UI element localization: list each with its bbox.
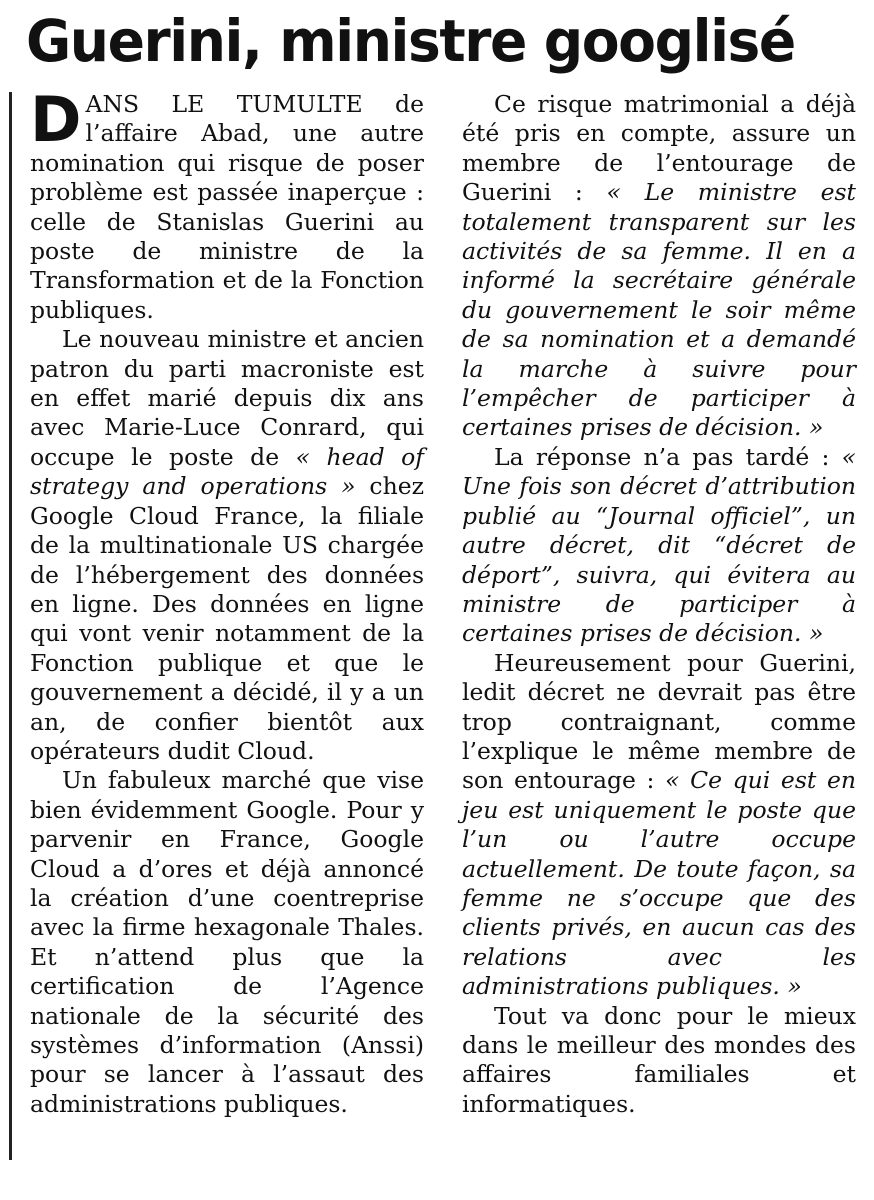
paragraph xyxy=(30,325,424,766)
column-rule xyxy=(9,92,12,1160)
paragraph-text: Le nouveau ministre et ancien patron du parti macroniste est en effet marié depuis dix ans avec Marie-Luce Conrard, qui occupe le poste de xyxy=(30,325,424,471)
paragraph-text: Tout va donc pour le mieux dans le meilleur des mondes des affaires familiales et informatiques. xyxy=(462,1001,856,1118)
paragraph-text: Ce risque matrimonial a déjà été pris en compte, assure un membre de l’entourage de Guerini : xyxy=(462,90,856,207)
paragraph-text: La réponse n’a pas tardé : xyxy=(494,442,842,471)
quote: « Une fois son décret d’attribution publié au “Journal officiel”, un autre décret, dit “décret de déport”, suivra, qui évitera au ministre de participer à certaines prises de décision. » xyxy=(462,442,856,648)
quote: « Le ministre est totalement transparent sur les activités de sa femme. Il en a informé la secrétaire générale du gouvernement le soir même de sa nomination et a demandé la marche à suivre pour l’empêcher de participer à certaines prises de décision. » xyxy=(462,178,857,442)
article-headline: Guerini, ministre googlisé xyxy=(26,7,795,75)
paragraph-text: Heureusement pour Guerini, ledit décret ne devrait pas être trop contraignant, comme l’explique le même membre de son entourage : xyxy=(462,648,856,795)
paragraph-text: Un fabuleux marché que vise bien évidemment Google. Pour y parvenir en France, Google Cloud a d’ores et déjà annoncé la création d’une coentreprise avec la firme hexagonale Thales. Et n’attend plus que la certification de l’Agence nationale de la sécurité des systèmes d’information (Anssi) pour se lancer à l’assaut des administrations publiques. xyxy=(30,766,424,1118)
paragraph xyxy=(462,443,856,649)
quote: « Ce qui est en jeu est uniquement le poste que l’un ou l’autre occupe actuellement. De toute façon, sa femme ne s’occupe que des clients privés, en aucun cas des relations avec les administrations publiques. » xyxy=(462,766,856,1001)
paragraph-text: ANS LE TUMULTE de l’affaire Abad, une autre nomination qui risque de poser problème est passée inaperçue : celle de Stanislas Guerini au poste de ministre de la Transformation et de la Fonction publiques. xyxy=(30,90,424,324)
paragraph-text: chez Google Cloud France, la filiale de la multinationale US chargée de l’hébergement des données en ligne. Des données en ligne qui vont venir notamment de la Fonction publique et que le gouvernement a décidé, il y a un an, de confier bientôt aux opérateurs dudit Cloud. xyxy=(30,472,424,765)
paragraph xyxy=(30,766,424,1119)
quote: « head of strategy and operations » xyxy=(30,442,424,501)
drop-cap: D xyxy=(30,83,82,156)
article-column-left xyxy=(30,83,424,1119)
paragraph-intro xyxy=(30,83,424,325)
paragraph xyxy=(462,90,856,443)
paragraph xyxy=(462,1002,856,1120)
article-column-right xyxy=(462,90,856,1119)
paragraph xyxy=(462,649,856,1002)
